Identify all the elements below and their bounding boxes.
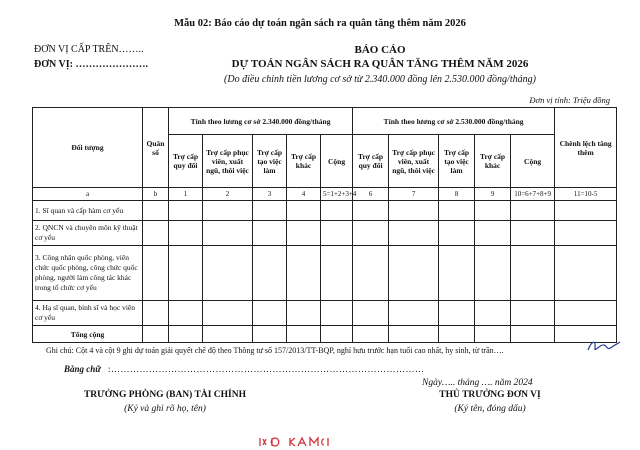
- index-cell: b: [143, 188, 169, 201]
- total-label: Tổng cộng: [33, 326, 143, 343]
- row-label: 2. QNCN và chuyên môn kỹ thuật cơ yếu: [33, 221, 143, 246]
- finance-head-title: TRƯỞNG PHÒNG (BAN) TÀI CHÍNH: [83, 390, 247, 400]
- index-cell: 11=10-5: [555, 188, 617, 201]
- header-cong-2: Cộng: [511, 135, 555, 188]
- parent-unit-line: ĐƠN VỊ CẤP TRÊN……..: [34, 44, 144, 55]
- budget-table: [32, 107, 617, 343]
- index-cell: 3: [253, 188, 287, 201]
- footnote: Ghi chú: Cột 4 và cột 9 ghi dự toán giải quyết chế độ theo Thông tư số 157/2013/TT-BQP, nghỉ hưu trước hạn tuổi cao nhất, hy sinh, từ trần….: [46, 346, 504, 355]
- index-cell: 4: [287, 188, 321, 201]
- header-cong-1: Cộng: [321, 135, 353, 188]
- table-row: [33, 246, 617, 301]
- index-cell: 2: [203, 188, 253, 201]
- row-label: 4. Hạ sĩ quan, binh sĩ và học viên cơ yếu: [33, 301, 143, 326]
- header-chenh-lech: Chênh lệch tăng thêm: [555, 108, 617, 188]
- header-tcqd-2: Trợ cấp quy đổi: [353, 135, 389, 188]
- report-title: BÁO CÁO: [354, 44, 406, 56]
- row-label: 3. Công nhân quốc phòng, viên chức quốc phòng, công chức quốc phòng, người làm công tác khác trong tổ chức cơ yếu: [33, 246, 143, 301]
- header-tctvl-1: Trợ cấp tạo việc làm: [253, 135, 287, 188]
- index-cell: 7: [389, 188, 439, 201]
- header-group-old-salary: Tính theo lương cơ sở 2.340.000 đồng/tháng: [169, 108, 353, 135]
- header-tcpv-1: Trợ cấp phục viên, xuất ngũ, thôi việc: [203, 135, 253, 188]
- unit-line: ĐƠN VỊ: ………………….: [34, 59, 148, 70]
- header-quan-so: Quân số: [143, 108, 169, 188]
- red-stamp-marks: [258, 436, 348, 448]
- header-tck-1: Trợ cấp khác: [287, 135, 321, 188]
- index-cell: 10=6+7+8+9: [511, 188, 555, 201]
- row-label: 1. Sĩ quan và cấp hàm cơ yếu: [33, 201, 143, 221]
- index-cell: 1: [169, 188, 203, 201]
- header-doi-tuong: Đối tượng: [33, 108, 143, 188]
- unit-commander-title: THỦ TRƯỞNG ĐƠN VỊ: [439, 390, 541, 400]
- table-row: [33, 221, 617, 246]
- form-title: Mẫu 02: Báo cáo dự toán ngân sách ra quân tăng thêm năm 2026: [174, 18, 466, 29]
- header-tcqd-1: Trợ cấp quy đổi: [169, 135, 203, 188]
- unit-commander-sign-note: (Ký tên, đóng dấu): [454, 404, 526, 414]
- index-cell: a: [33, 188, 143, 201]
- header-tck-2: Trợ cấp khác: [475, 135, 511, 188]
- header-group-new-salary: Tính theo lương cơ sở 2.530.000 đồng/tháng: [353, 108, 555, 135]
- index-cell: 6: [353, 188, 389, 201]
- finance-head-sign-note: (Ký và ghi rõ họ, tên): [124, 404, 206, 414]
- date-line: Ngày….. tháng …. năm 2024: [422, 378, 533, 388]
- amount-in-words-label: Bằng chữ: [64, 364, 101, 374]
- signature-scribble: [586, 338, 622, 354]
- report-subtitle: DỰ TOÁN NGÂN SÁCH RA QUÂN TĂNG THÊM NĂM 2026: [231, 58, 529, 70]
- amount-in-words-blank: :………………………………………………………………………………………: [108, 364, 425, 374]
- table-row: [33, 301, 617, 326]
- total-row: [33, 326, 617, 343]
- header-tctvl-2: Trợ cấp tạo việc làm: [439, 135, 475, 188]
- index-cell: 9: [475, 188, 511, 201]
- unit-label: Đơn vị tính: Triệu đồng: [529, 95, 610, 105]
- index-cell: 5=1+2+3+4: [321, 188, 353, 201]
- index-cell: 8: [439, 188, 475, 201]
- table-row: [33, 201, 617, 221]
- report-note: (Do điều chỉnh tiền lương cơ sở từ 2.340.000 đồng lên 2.530.000 đồng/tháng): [224, 74, 536, 85]
- header-tcpv-2: Trợ cấp phục viên, xuất ngũ, thôi việc: [389, 135, 439, 188]
